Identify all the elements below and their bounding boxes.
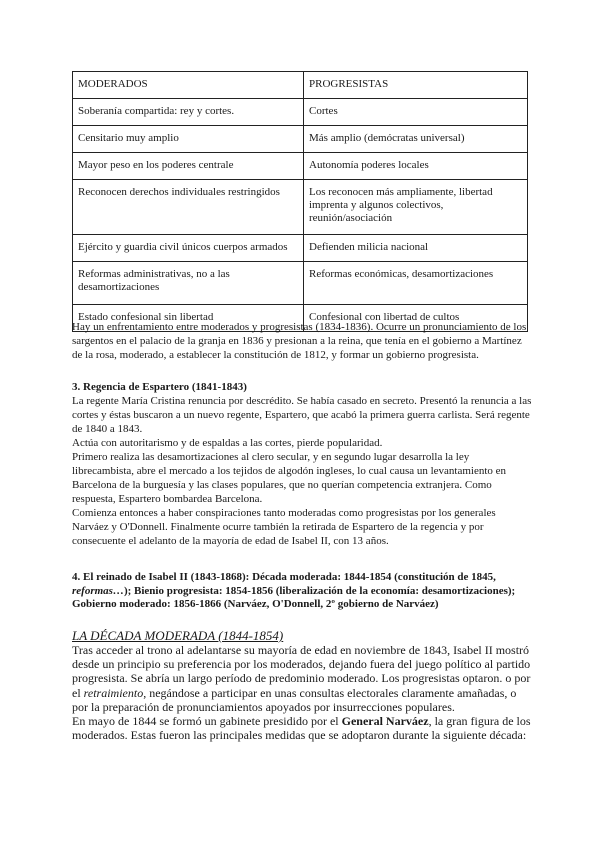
table-cell: Los reconocen más ampliamente, libertad imprenta y algunos colectivos, reunión/asociación [304, 180, 528, 235]
paragraph: Primero realiza las desamortizaciones al clero secular, y en segundo lugar desarrolla la ley librecambista, abre el mercado a los tejidos de algodón ingleses, lo cual causa un levantamiento en Barcelona de la burguesía y las clases populares, que no querían competencia extranjera. Como respuesta, Espartero bombardea Barcelona. [72, 451, 507, 505]
table-cell: Reformas administrativas, no a las desamortizaciones [73, 262, 304, 305]
decada-moderada-block [72, 628, 532, 742]
table-row [73, 99, 528, 126]
table-header-moderados: MODERADOS [73, 72, 304, 99]
table-row [73, 153, 528, 180]
table-cell: Reconocen derechos individuales restringidos [73, 180, 304, 235]
section-reinado-isabel [72, 571, 532, 612]
section-heading [72, 571, 532, 612]
table-cell: Censitario muy amplio [73, 126, 304, 153]
text-run: , la gran figura de los moderados. Estas fueron las principales medidas que se adoptaron durante la siguiente década: [72, 714, 531, 743]
heading-part-italic: reformas… [72, 584, 124, 597]
text-run: Tras acceder al trono al adelantarse su mayoría de edad en noviembre de 1843, Isabel II mostró desde un principio su preferencia por los moderados, dejando fuera del juego político al partido progresista. Se abría un largo período de predominio moderado. Los progresistas optaron. o por el [72, 643, 531, 700]
heading-part: ); Bienio progresista: 1854-1856 (liberalización de la economía: desamortizaciones); Gobierno moderado: 1856-1866 (Narváez, O'Donnell, 2º gobierno de Narváez) [72, 584, 516, 610]
section-heading: 3. Regencia de Espartero (1841-1843) [72, 381, 247, 393]
table-row [73, 180, 528, 235]
section-regencia-espartero [72, 380, 532, 548]
table-cell: Confesional con libertad de cultos [304, 305, 528, 332]
heading-part: 4. El reinado de Isabel II (1843-1868): Década moderada: 1844-1854 (constitución de 1845, [72, 571, 496, 583]
subsection-title: LA DÉCADA MODERADA (1844-1854) [72, 628, 284, 643]
text-run-bold: General Narváez [341, 714, 429, 729]
paragraph [72, 643, 532, 714]
paragraph-enfrentamiento: Hay un enfrentamiento entre moderados y progresistas (1834-1836). Ocurre un pronunciamiento de los sargentos en el palacio de la granja en 1836 y presionan a la reina, que tenía en el gobierno a Martínez de la rosa, moderado, a establecer la constitución de 1812, y formar un gobierno progresista. [72, 321, 527, 361]
table-cell: Mayor peso en los poderes centrale [73, 153, 304, 180]
enfrentamiento-block [72, 320, 532, 362]
table-row [73, 126, 528, 153]
table-header-row [73, 72, 528, 99]
text-run: , negándose a participar en unas consultas electorales claramente amañadas, o por la preparación de pronunciamientos apoyados por insurrecciones populares. [72, 685, 517, 714]
table-cell: Cortes [304, 99, 528, 126]
table-cell: Más amplio (demócratas universal) [304, 126, 528, 153]
table-row [73, 262, 528, 305]
table-row [73, 235, 528, 262]
table-cell: Estado confesional sin libertad [73, 305, 304, 332]
text-run: En mayo de 1844 se formó un gabinete presidido por el [72, 714, 342, 729]
comparison-table [72, 71, 528, 332]
table-header-progresistas: PROGRESISTAS [304, 72, 528, 99]
paragraph [72, 714, 532, 742]
text-run-italic: retraimiento [83, 685, 144, 700]
table-cell: Soberanía compartida: rey y cortes. [73, 99, 304, 126]
paragraph: Actúa con autoritarismo y de espaldas a las cortes, pierde popularidad. [72, 437, 383, 449]
table-cell: Autonomía poderes locales [304, 153, 528, 180]
paragraph: La regente María Cristina renuncia por descrédito. Se había casado en secreto. Presentó la renuncia a las cortes y éstas buscaron a un nuevo regente, Espartero, que acabó la primera guerra carlista. Será regente de 1840 a 1843. [72, 395, 532, 435]
table-cell: Reformas económicas, desamortizaciones [304, 262, 528, 305]
paragraph: Comienza entonces a haber conspiraciones tanto moderadas como progresistas por los generales Narváez y O'Donnell. Finalmente ocurre también la retirada de Espartero de la regencia y por consecuente el adelanto de la mayoría de edad de Isabel II, con 13 años. [72, 507, 496, 547]
table-cell: Ejército y guardia civil únicos cuerpos armados [73, 235, 304, 262]
table-cell: Defienden milicia nacional [304, 235, 528, 262]
